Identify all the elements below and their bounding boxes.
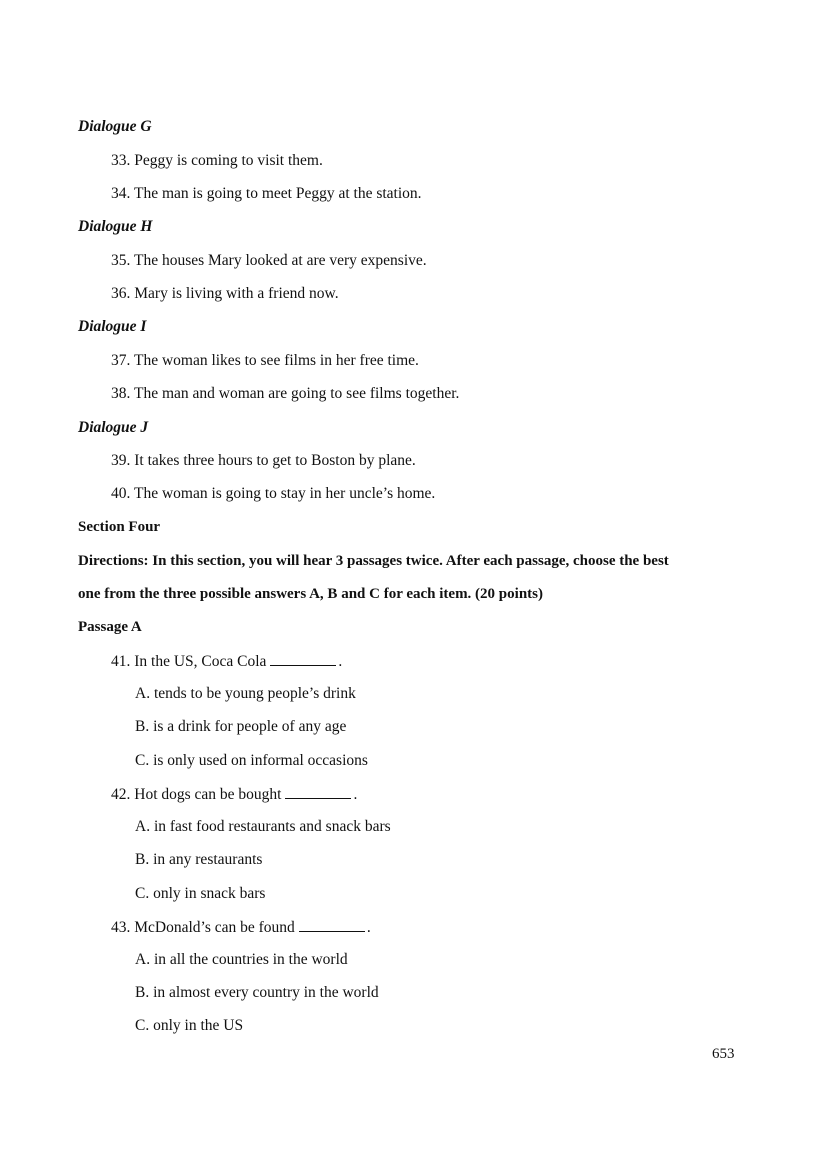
question-41-option-a: A. tends to be young people’s drink	[135, 685, 356, 702]
dialogue-i-heading: Dialogue I	[78, 318, 147, 335]
section-four-title: Section Four	[78, 519, 161, 535]
item-34: 34. The man is going to meet Peggy at the station.	[111, 185, 422, 202]
question-42-option-c: C. only in snack bars	[135, 885, 266, 902]
item-39: 39. It takes three hours to get to Boston by plane.	[111, 452, 416, 469]
directions-line-2: one from the three possible answers A, B and C for each item. (20 points)	[78, 586, 543, 602]
question-43-option-c: C. only in the US	[135, 1017, 244, 1034]
item-36: 36. Mary is living with a friend now.	[111, 285, 339, 302]
question-41-stem: 41. In the US, Coca Cola	[111, 653, 267, 670]
question-41	[111, 651, 342, 672]
page-number: 653	[712, 1046, 735, 1062]
question-42-end: .	[353, 786, 358, 803]
question-41-end: .	[338, 653, 343, 670]
dialogue-h-heading: Dialogue H	[78, 218, 153, 235]
item-38: 38. The man and woman are going to see films together.	[111, 385, 460, 402]
item-35: 35. The houses Mary looked at are very expensive.	[111, 252, 427, 269]
question-42-option-b: B. in any restaurants	[135, 851, 263, 868]
question-43-option-b: B. in almost every country in the world	[135, 984, 379, 1001]
dialogue-g-heading: Dialogue G	[78, 118, 152, 135]
question-42-option-a: A. in fast food restaurants and snack bars	[135, 818, 391, 835]
answer-blank	[285, 784, 351, 799]
question-41-option-c: C. is only used on informal occasions	[135, 752, 368, 769]
item-33: 33. Peggy is coming to visit them.	[111, 152, 323, 169]
dialogue-j-heading: Dialogue J	[78, 419, 149, 436]
passage-a-heading: Passage A	[78, 619, 142, 635]
question-43	[111, 917, 371, 938]
answer-blank	[270, 651, 336, 666]
item-40: 40. The woman is going to stay in her uncle’s home.	[111, 485, 436, 502]
directions-line-1: Directions: In this section, you will hear 3 passages twice. After each passage, choose the best	[78, 553, 669, 569]
question-43-stem: 43. McDonald’s can be found	[111, 919, 295, 936]
question-42	[111, 784, 357, 805]
question-43-option-a: A. in all the countries in the world	[135, 951, 348, 968]
question-42-stem: 42. Hot dogs can be bought	[111, 786, 282, 803]
question-43-end: .	[366, 919, 371, 936]
question-41-option-b: B. is a drink for people of any age	[135, 718, 347, 735]
answer-blank	[299, 917, 365, 932]
item-37: 37. The woman likes to see films in her free time.	[111, 352, 419, 369]
